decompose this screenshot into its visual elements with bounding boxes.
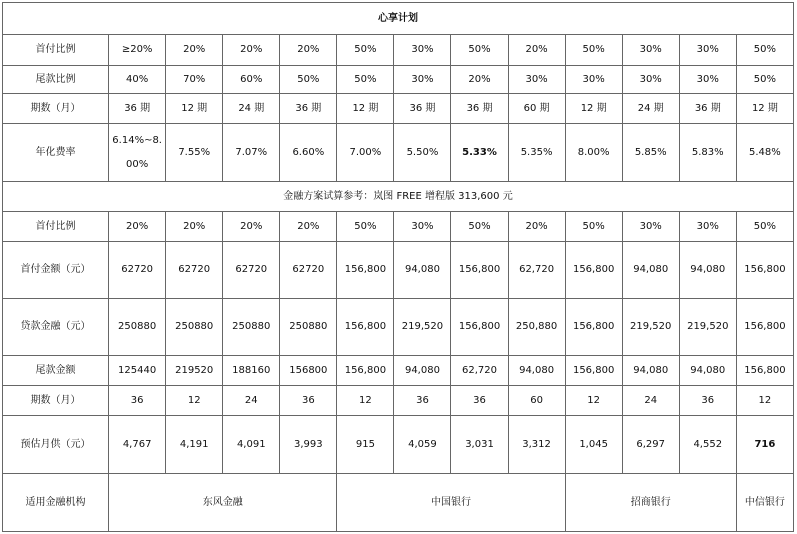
table-cell: 1,045	[565, 416, 622, 474]
table-cell: 250,880	[508, 299, 565, 356]
table-row	[3, 386, 794, 416]
table-cell: 4,767	[109, 416, 166, 474]
table-cell: 94,080	[679, 242, 736, 299]
table-cell: 3,031	[451, 416, 508, 474]
table-cell: 20%	[280, 35, 337, 66]
table-cell: ≥20%	[109, 35, 166, 66]
table-cell: 20%	[223, 35, 280, 66]
institution-name: 东风金融	[109, 474, 337, 532]
table-cell: 94,080	[622, 242, 679, 299]
table-cell: 36 期	[109, 94, 166, 124]
table-cell: 50%	[565, 35, 622, 66]
table-row	[3, 124, 794, 182]
institution-name: 招商银行	[565, 474, 736, 532]
table-cell: 20%	[451, 66, 508, 94]
table-cell: 30%	[508, 66, 565, 94]
table-cell: 156,800	[736, 242, 793, 299]
institutions-label: 适用金融机构	[3, 474, 109, 532]
table-cell: 20%	[109, 212, 166, 242]
table-cell: 156,800	[337, 299, 394, 356]
table-cell: 50%	[337, 66, 394, 94]
table-cell: 4,191	[166, 416, 223, 474]
table-cell: 70%	[166, 66, 223, 94]
table-cell: 4,552	[679, 416, 736, 474]
table-cell: 94,080	[679, 356, 736, 386]
table-cell: 24	[622, 386, 679, 416]
row-label: 首付金额（元）	[3, 242, 109, 299]
table-cell: 50%	[280, 66, 337, 94]
row-label: 尾款金额	[3, 356, 109, 386]
table-cell: 250880	[280, 299, 337, 356]
table-cell: 60	[508, 386, 565, 416]
table-cell: 125440	[109, 356, 166, 386]
table-cell: 30%	[622, 35, 679, 66]
table-cell: 36	[451, 386, 508, 416]
table-cell: 94,080	[622, 356, 679, 386]
table-cell: 36	[679, 386, 736, 416]
table-cell: 30%	[679, 35, 736, 66]
table-cell: 7.55%	[166, 124, 223, 182]
table-cell: 219,520	[622, 299, 679, 356]
table-cell: 62720	[280, 242, 337, 299]
table-cell: 62720	[109, 242, 166, 299]
table-cell: 50%	[451, 35, 508, 66]
table-cell: 4,091	[223, 416, 280, 474]
institution-name: 中信银行	[736, 474, 793, 532]
table-cell: 250880	[166, 299, 223, 356]
table-cell: 219,520	[679, 299, 736, 356]
finance-table	[2, 2, 794, 532]
table-cell: 219520	[166, 356, 223, 386]
table-cell: 60%	[223, 66, 280, 94]
table-cell: 30%	[622, 212, 679, 242]
table-cell: 36 期	[280, 94, 337, 124]
table-cell: 156,800	[565, 299, 622, 356]
table-cell: 7.07%	[223, 124, 280, 182]
table-cell: 250880	[223, 299, 280, 356]
table-cell: 915	[337, 416, 394, 474]
table-cell: 50%	[451, 212, 508, 242]
table-cell: 36	[394, 386, 451, 416]
table-cell: 716	[736, 416, 793, 474]
table-cell: 3,993	[280, 416, 337, 474]
table-cell: 60 期	[508, 94, 565, 124]
table-cell: 5.48%	[736, 124, 793, 182]
row-label: 期数（月）	[3, 94, 109, 124]
table-cell: 36 期	[679, 94, 736, 124]
table-cell: 36	[109, 386, 166, 416]
table-cell: 8.00%	[565, 124, 622, 182]
table-row	[3, 242, 794, 299]
table-cell: 62,720	[451, 356, 508, 386]
table-cell: 6,297	[622, 416, 679, 474]
table-cell: 5.85%	[622, 124, 679, 182]
table-cell: 36 期	[451, 94, 508, 124]
table-cell: 156,800	[337, 356, 394, 386]
row-label: 贷款金融（元）	[3, 299, 109, 356]
table-cell: 50%	[337, 212, 394, 242]
table-cell: 24 期	[223, 94, 280, 124]
table-cell: 188160	[223, 356, 280, 386]
institution-name: 中国银行	[337, 474, 565, 532]
table-cell: 30%	[394, 35, 451, 66]
table-cell: 5.83%	[679, 124, 736, 182]
table-cell: 156,800	[565, 356, 622, 386]
table-cell: 12	[736, 386, 793, 416]
table-cell: 5.35%	[508, 124, 565, 182]
table-cell: 50%	[736, 66, 793, 94]
table-row	[3, 66, 794, 94]
table-cell: 6.60%	[280, 124, 337, 182]
table-row	[3, 299, 794, 356]
table-cell: 94,080	[394, 356, 451, 386]
table-cell: 20%	[166, 212, 223, 242]
table-cell: 62720	[223, 242, 280, 299]
table-cell: 20%	[223, 212, 280, 242]
table-row	[3, 356, 794, 386]
table-cell: 24 期	[622, 94, 679, 124]
table-cell: 30%	[565, 66, 622, 94]
table-row	[3, 94, 794, 124]
calc-title: 金融方案试算参考：岚图 FREE 增程版 313,600 元	[3, 182, 794, 212]
table-cell: 40%	[109, 66, 166, 94]
row-label: 首付比例	[3, 35, 109, 66]
table-cell: 30%	[679, 66, 736, 94]
table-cell: 20%	[280, 212, 337, 242]
table-cell: 6.14%~8.00%	[109, 124, 166, 182]
table-cell: 30%	[394, 66, 451, 94]
table-row	[3, 35, 794, 66]
table-cell: 36 期	[394, 94, 451, 124]
table-cell: 20%	[166, 35, 223, 66]
table-cell: 94,080	[394, 242, 451, 299]
table-cell: 62,720	[508, 242, 565, 299]
table-cell: 50%	[337, 35, 394, 66]
table-cell: 12	[565, 386, 622, 416]
table-row	[3, 212, 794, 242]
table-cell: 156,800	[451, 299, 508, 356]
table-cell: 156800	[280, 356, 337, 386]
table-cell: 156,800	[736, 299, 793, 356]
table-cell: 12 期	[337, 94, 394, 124]
table-cell: 250880	[109, 299, 166, 356]
table-cell: 7.00%	[337, 124, 394, 182]
table-cell: 12	[166, 386, 223, 416]
table-cell: 24	[223, 386, 280, 416]
table-cell: 156,800	[565, 242, 622, 299]
table-cell: 94,080	[508, 356, 565, 386]
table-cell: 20%	[508, 35, 565, 66]
table-cell: 156,800	[337, 242, 394, 299]
table-cell: 20%	[508, 212, 565, 242]
table-cell: 3,312	[508, 416, 565, 474]
table-row	[3, 416, 794, 474]
table-cell: 12 期	[565, 94, 622, 124]
table-cell: 5.50%	[394, 124, 451, 182]
table-cell: 30%	[394, 212, 451, 242]
table-cell: 12 期	[736, 94, 793, 124]
table-cell: 30%	[622, 66, 679, 94]
row-label: 尾款比例	[3, 66, 109, 94]
row-label: 期数（月）	[3, 386, 109, 416]
table-cell: 50%	[736, 212, 793, 242]
table-cell: 156,800	[451, 242, 508, 299]
table-cell: 62720	[166, 242, 223, 299]
row-label: 年化费率	[3, 124, 109, 182]
row-label: 预估月供（元）	[3, 416, 109, 474]
institutions-row	[3, 474, 794, 532]
table-cell: 4,059	[394, 416, 451, 474]
table-cell: 12 期	[166, 94, 223, 124]
table-cell: 50%	[736, 35, 793, 66]
row-label: 首付比例	[3, 212, 109, 242]
table-cell: 30%	[679, 212, 736, 242]
table-cell: 219,520	[394, 299, 451, 356]
table-title: 心享计划	[3, 3, 794, 35]
table-cell: 156,800	[736, 356, 793, 386]
table-cell: 5.33%	[451, 124, 508, 182]
table-cell: 36	[280, 386, 337, 416]
table-cell: 50%	[565, 212, 622, 242]
table-cell: 12	[337, 386, 394, 416]
